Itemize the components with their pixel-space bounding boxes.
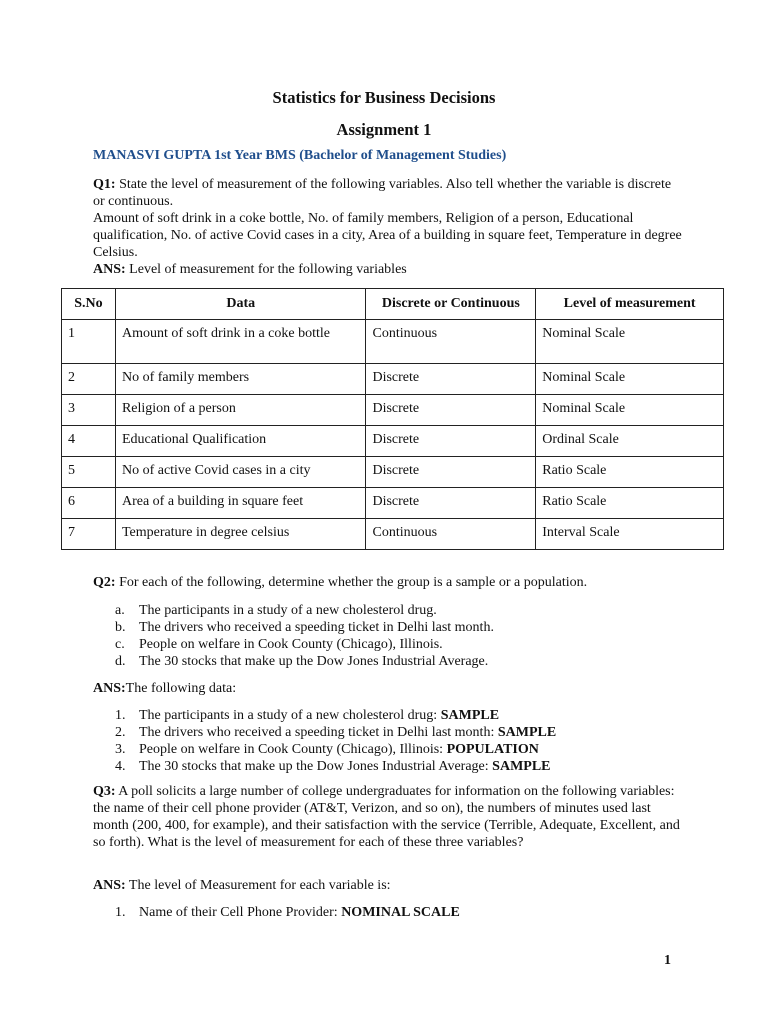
table-cell: Nominal Scale: [536, 320, 724, 364]
answer-value: SAMPLE: [492, 759, 551, 774]
list-item-text: The drivers who received a speeding ticket in Delhi last month.: [139, 620, 494, 635]
table-cell: Continuous: [366, 519, 536, 550]
table-cell: Religion of a person: [115, 395, 366, 426]
table-row: [62, 488, 724, 519]
list-item: [93, 741, 556, 758]
table-cell: No of active Covid cases in a city: [115, 457, 366, 488]
list-item: [93, 758, 556, 775]
list-item-text: The participants in a study of a new cholesterol drug.: [139, 603, 437, 618]
q3-label: Q3:: [93, 784, 116, 799]
table-cell: Discrete: [366, 364, 536, 395]
table-header-cell: Level of measurement: [536, 289, 724, 320]
table-cell: Educational Qualification: [115, 426, 366, 457]
list-marker: 3.: [115, 742, 126, 757]
table-cell: Ratio Scale: [536, 488, 724, 519]
list-item-text: The drivers who received a speeding ticket in Delhi last month:: [139, 725, 498, 740]
q1-paragraph: [93, 176, 683, 278]
list-item: [93, 724, 556, 741]
table-header-cell: Data: [115, 289, 366, 320]
table-cell: 1: [62, 320, 116, 364]
table-cell: Area of a building in square feet: [115, 488, 366, 519]
list-marker: b.: [115, 620, 126, 635]
q1-label: Q1:: [93, 177, 116, 192]
table-row: [62, 364, 724, 395]
list-item-text: The 30 stocks that make up the Dow Jones Industrial Average.: [139, 654, 489, 669]
list-item: [93, 707, 556, 724]
q3-ans-label: ANS:: [93, 878, 126, 893]
list-marker: 1.: [115, 708, 126, 723]
table-cell: 5: [62, 457, 116, 488]
table-header-row: [62, 289, 724, 320]
q3-text: A poll solicits a large number of college undergraduates for information on the following variables: the name of their cell phone provider (AT&T, Verizon, and so on), the numbers of minutes used last month (200, 400, for example), and their satisfaction with the service (Terrible, Adequate, Excellent, and so forth). What is the level of measurement for each of these three variables?: [93, 784, 680, 850]
q3-ans-text: The level of Measurement for each variable is:: [128, 878, 391, 893]
q2-answer-list: [93, 707, 556, 775]
table-cell: Nominal Scale: [536, 395, 724, 426]
table-cell: Discrete: [366, 395, 536, 426]
q3-answer-intro: [93, 877, 683, 894]
page-number: 1: [664, 953, 671, 968]
list-item-text: Name of their Cell Phone Provider:: [139, 905, 342, 920]
table-cell: Discrete: [366, 426, 536, 457]
list-item-text: The participants in a study of a new cholesterol drug:: [139, 708, 441, 723]
list-item-text: People on welfare in Cook County (Chicago), Illinois:: [139, 742, 447, 757]
q3-answer-list: [93, 904, 460, 921]
q1-text: State the level of measurement of the following variables. Also tell whether the variable is discrete or continuous.: [93, 177, 672, 209]
table-row: [62, 395, 724, 426]
q1-ans-label: ANS:: [93, 262, 126, 277]
q2-paragraph: [93, 574, 683, 591]
q2-question-list: [93, 602, 494, 670]
table-row: [62, 426, 724, 457]
list-item: [93, 904, 460, 921]
list-marker: c.: [115, 637, 125, 652]
list-item: [93, 653, 494, 670]
list-marker: 2.: [115, 725, 126, 740]
measurement-table: [61, 288, 724, 550]
table-cell: 7: [62, 519, 116, 550]
table-header-cell: S.No: [62, 289, 116, 320]
answer-value: SAMPLE: [440, 708, 500, 723]
q2-label: Q2:: [93, 575, 116, 590]
list-item-text: The 30 stocks that make up the Dow Jones Industrial Average:: [139, 759, 493, 774]
author-line: MANASVI GUPTA 1st Year BMS (Bachelor of Management Studies): [93, 148, 507, 163]
table-row: [62, 457, 724, 488]
table-row: [62, 519, 724, 550]
answer-value: NOMINAL SCALE: [341, 905, 460, 920]
q1-ans-text: Level of measurement for the following variables: [129, 262, 407, 277]
table-cell: 2: [62, 364, 116, 395]
table-cell: Temperature in degree celsius: [115, 519, 366, 550]
document-subtitle: Assignment 1: [336, 120, 432, 139]
list-item: [93, 619, 494, 636]
table-cell: Amount of soft drink in a coke bottle: [115, 320, 366, 364]
answer-value: POPULATION: [446, 742, 539, 757]
table-header-cell: Discrete or Continuous: [366, 289, 536, 320]
list-marker: 4.: [115, 759, 126, 774]
table-cell: Interval Scale: [536, 519, 724, 550]
q2-text: For each of the following, determine whether the group is a sample or a population.: [119, 575, 588, 590]
document-title: Statistics for Business Decisions: [272, 88, 496, 107]
table-cell: Ordinal Scale: [536, 426, 724, 457]
list-marker: d.: [115, 654, 126, 669]
table-cell: 3: [62, 395, 116, 426]
list-item: [93, 636, 494, 653]
answer-value: SAMPLE: [497, 725, 557, 740]
table-cell: No of family members: [115, 364, 366, 395]
q2-ans-label: ANS:: [93, 681, 126, 696]
table-cell: Discrete: [366, 488, 536, 519]
list-item: [93, 602, 494, 619]
q2-ans-text: The following data:: [125, 681, 237, 696]
table-row: [62, 320, 724, 364]
table-cell: Discrete: [366, 457, 536, 488]
table-cell: 6: [62, 488, 116, 519]
list-item-text: People on welfare in Cook County (Chicago), Illinois.: [139, 637, 443, 652]
q1-variables: Amount of soft drink in a coke bottle, No. of family members, Religion of a person, Educational qualification, No. of active Covid cases in a city, Area of a building in square feet, Temperature in degree Celsius.: [93, 211, 682, 260]
q3-paragraph: [93, 783, 683, 851]
table-cell: Continuous: [366, 320, 536, 364]
table-cell: Nominal Scale: [536, 364, 724, 395]
q2-answer-intro: [93, 680, 683, 697]
table-cell: Ratio Scale: [536, 457, 724, 488]
list-marker: 1.: [115, 905, 126, 920]
list-marker: a.: [115, 603, 125, 618]
table-cell: 4: [62, 426, 116, 457]
